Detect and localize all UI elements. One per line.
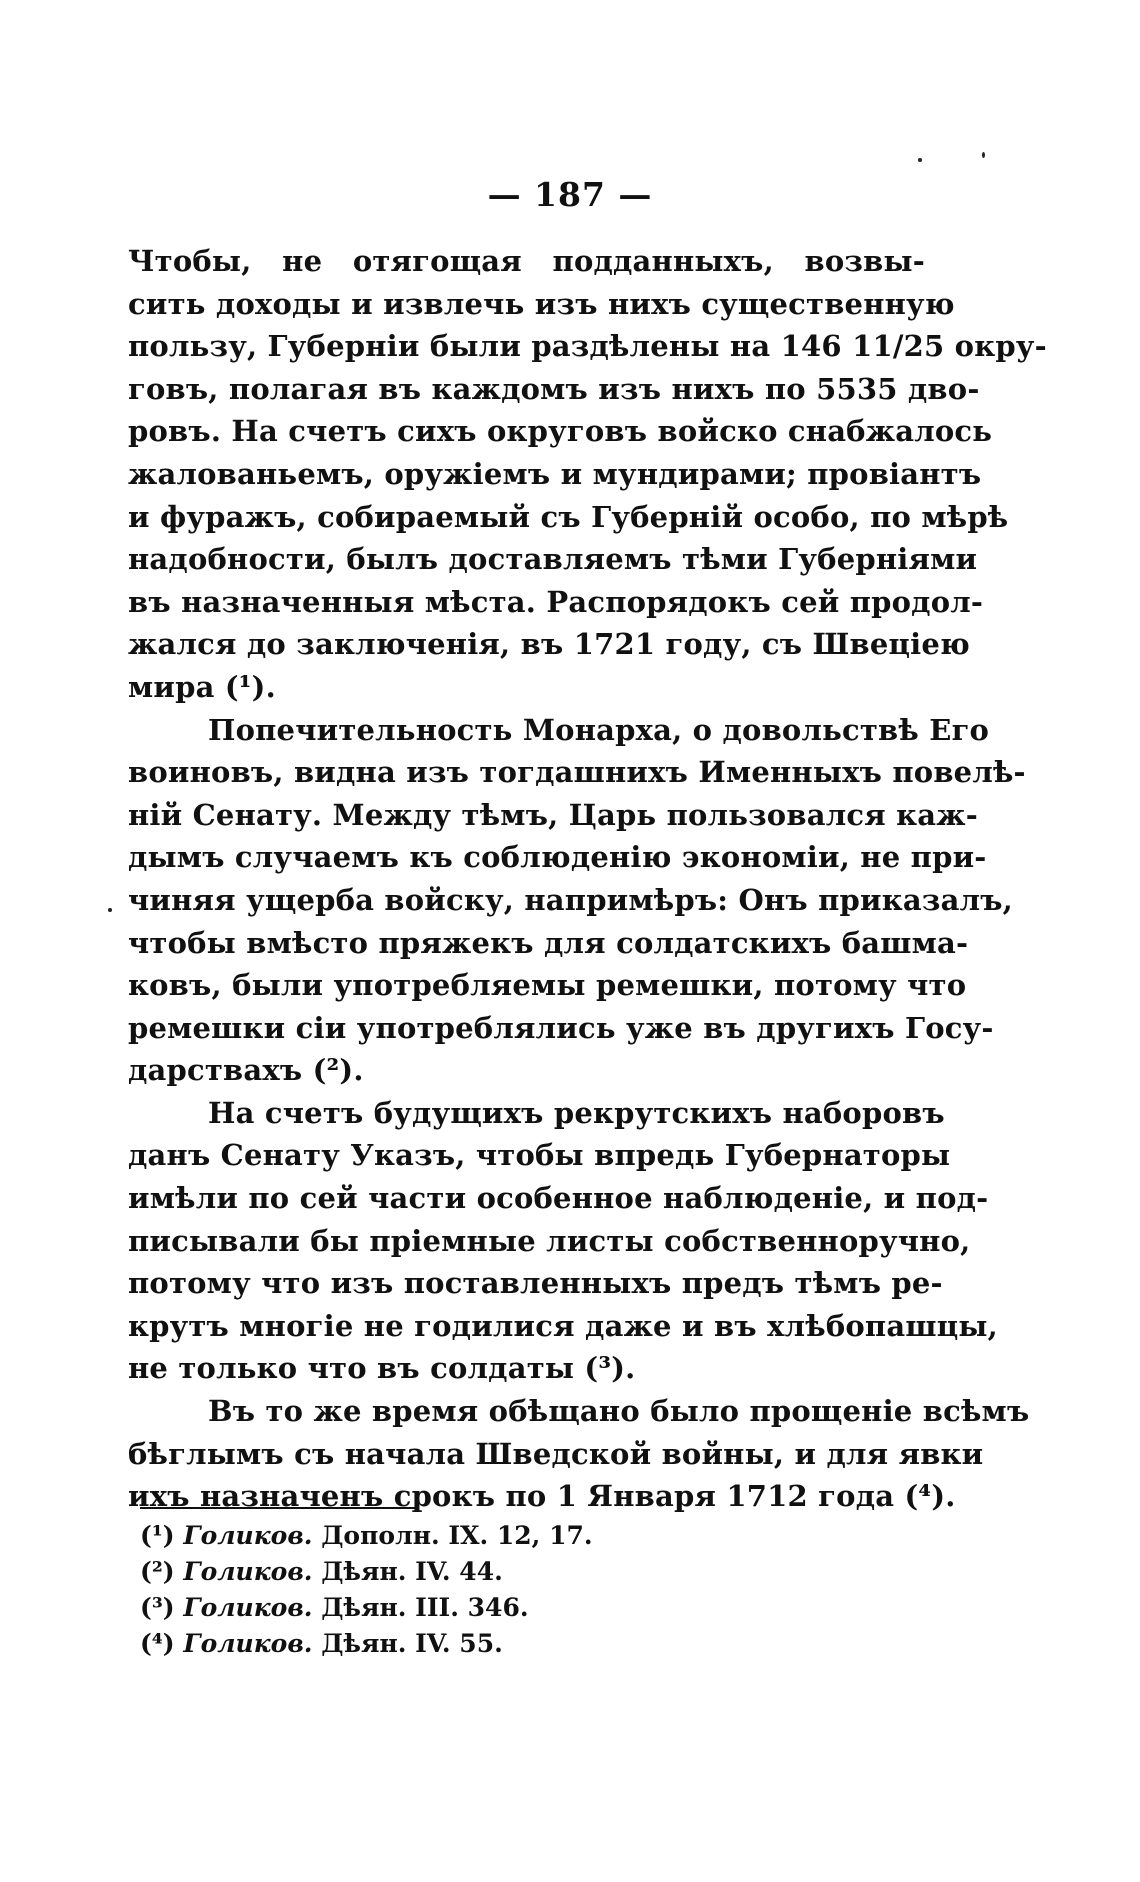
text-line: бѣглымъ съ начала Шведской войны, и для явки (128, 1436, 984, 1471)
body-text (128, 240, 1047, 1518)
footnote-reference: Дѣян. IV. 44. (321, 1557, 503, 1586)
footnote-author: Голиков. (183, 1521, 313, 1550)
text-line: ровъ. На счетъ сихъ округовъ войско снабжалось (128, 414, 993, 449)
footnote-reference: Дѣян. III. 346. (321, 1593, 529, 1622)
text-line: воиновъ, видна изъ тогдашнихъ Именныхъ повелѣ- (128, 755, 1026, 790)
text-line: пользу, Губерніи были раздѣлены на 146 11/25 окру- (128, 329, 1047, 364)
text-line: чтобы вмѣсто пряжекъ для солдатскихъ башма- (128, 925, 969, 960)
text-line: ковъ, были употребляемы ремешки, потому что (128, 968, 967, 1003)
text-line: жался до заключенія, въ 1721 году, съ Швеціею (128, 627, 970, 662)
footnotes (140, 1518, 740, 1662)
text-line: На счетъ будущихъ рекрутскихъ наборовъ (208, 1095, 945, 1130)
text-line: потому что изъ поставленныхъ предъ тѣмъ ре- (128, 1266, 943, 1301)
footnote-mark: (⁴) (140, 1629, 175, 1658)
text-line: не только что въ солдаты (³). (128, 1351, 636, 1386)
footnote-author: Голиков. (183, 1629, 313, 1658)
text-line: крутъ многіе не годилися даже и въ хлѣбопашцы, (128, 1308, 998, 1343)
ink-speck (918, 158, 922, 162)
text-line: мира (¹). (128, 669, 276, 704)
text-line: въ назначенныя мѣста. Распорядокъ сей продол- (128, 584, 984, 619)
footnote-author: Голиков. (183, 1557, 313, 1586)
text-line: дымъ случаемъ къ соблюденію экономіи, не при- (128, 840, 987, 875)
text-line: Чтобы, не отягощая подданныхъ, возвы- (128, 244, 925, 278)
text-line: ихъ назначенъ срокъ по 1 Января 1712 года (⁴). (128, 1479, 956, 1514)
text-line: Въ то же время обѣщано было прощеніе всѣмъ (208, 1394, 1030, 1429)
footnote (140, 1554, 740, 1590)
footnote (140, 1518, 740, 1554)
footnote-reference: Дополн. IX. 12, 17. (321, 1521, 593, 1550)
text-line: и фуражъ, собираемый съ Губерній особо, по мѣрѣ (128, 499, 1009, 534)
text-line: чиняя ущерба войску, напримѣръ: Онъ приказалъ, (128, 882, 1013, 917)
footnote (140, 1590, 740, 1626)
text-line: ремешки сіи употреблялись уже въ другихъ Госу- (128, 1010, 994, 1045)
ink-speck (982, 152, 985, 158)
ink-speck (108, 908, 112, 912)
text-line: писывали бы пріемные листы собственноручно, (128, 1223, 971, 1258)
text-line: жалованьемъ, оружіемъ и мундирами; провіантъ (128, 456, 982, 491)
text-line: имѣли по сей части особенное наблюденіе, и под- (128, 1181, 989, 1216)
text-line: данъ Сенату Указъ, чтобы впредь Губернаторы (128, 1138, 951, 1173)
footnote-divider (140, 1507, 418, 1509)
text-line: надобности, былъ доставляемъ тѣми Губерніями (128, 542, 978, 577)
text-line: говъ, полагая въ каждомъ изъ нихъ по 5535 дво- (128, 371, 980, 406)
footnote-mark: (³) (140, 1593, 175, 1622)
page-number: — 187 — (487, 175, 653, 214)
footnote-mark: (²) (140, 1557, 175, 1586)
footnote-author: Голиков. (183, 1593, 313, 1622)
text-line: ній Сенату. Между тѣмъ, Царь пользовался каж- (128, 797, 978, 832)
footnote (140, 1626, 740, 1662)
text-line: дарствахъ (²). (128, 1053, 364, 1088)
footnote-mark: (¹) (140, 1521, 175, 1550)
text-line: сить доходы и извлечь изъ нихъ существенную (128, 286, 955, 321)
text-line: Попечительность Монарха, о довольствѣ Его (208, 712, 990, 747)
footnote-reference: Дѣян. IV. 55. (321, 1629, 503, 1658)
